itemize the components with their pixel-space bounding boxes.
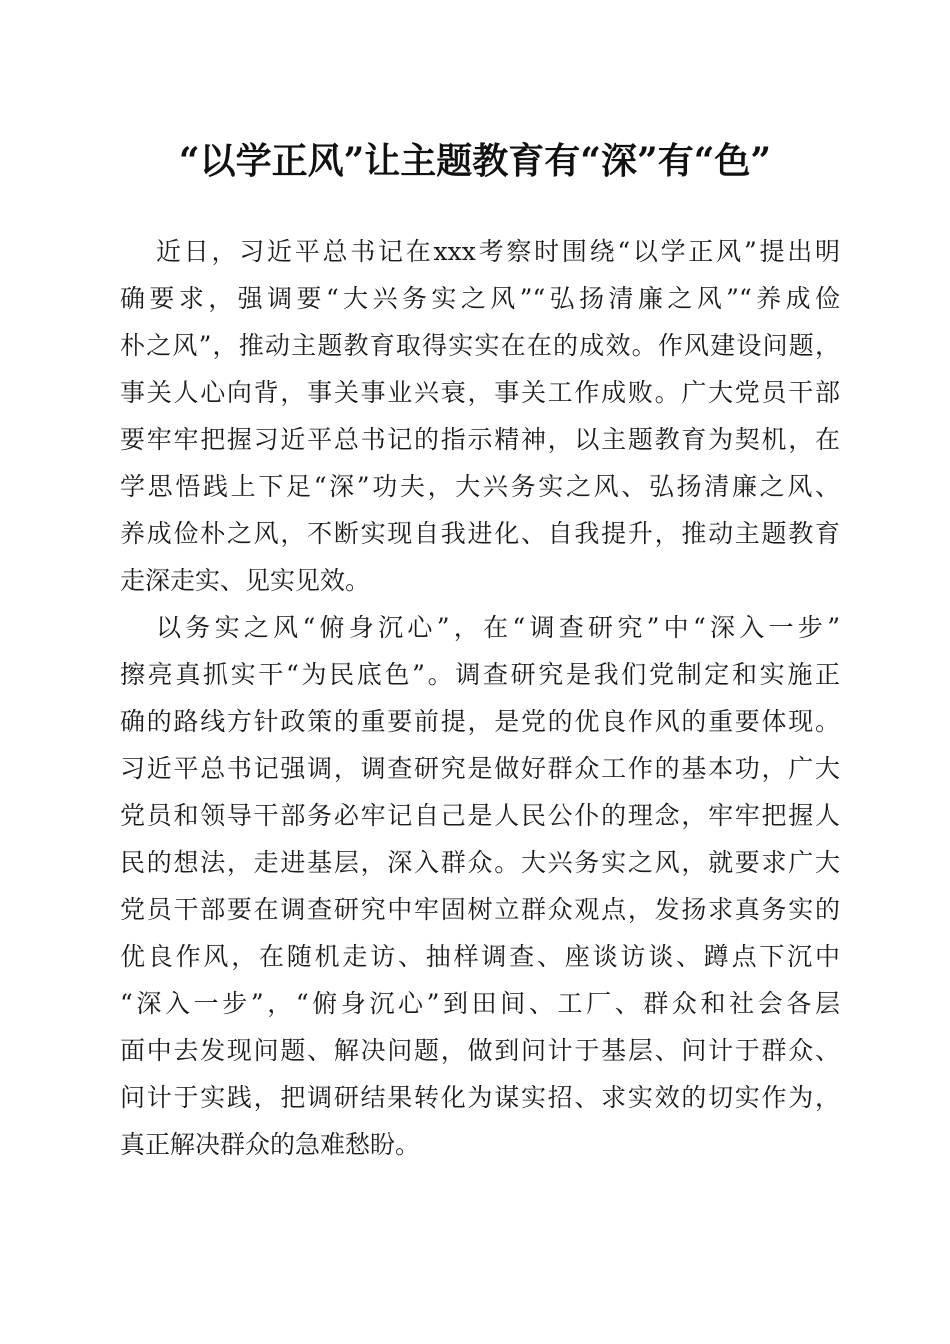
paragraph-2 [120,604,840,1168]
text-line: 真正解决群众的急难愁盼。 [120,1130,421,1159]
text-line: 问计于实践，把调研结果转化为谋实招、求实效的切实作为， [120,1083,840,1112]
text-line: 党员和领导干部务必牢记自己是人民公仆的理念，牢牢把握人 [120,801,840,830]
paragraph-1 [120,228,840,604]
text-line: 确的路线方针政策的重要前提，是党的优良作风的重要体现。 [120,707,840,736]
document-title: “以学正风”让主题教育有“深”有“色” [178,140,772,182]
text-line: 习近平总书记强调，调查研究是做好群众工作的基本功，广大 [120,754,840,783]
text-line: 面中去发现问题、解决问题，做到问计于基层、问计于群众、 [120,1036,840,1065]
text-line: 近日，习近平总书记在xxx考察时围绕“以学正风”提出明 [156,237,840,266]
text-line: 学思悟践上下足“深”功夫，大兴务实之风、弘扬清廉之风、 [120,472,840,501]
text-line: 走深走实、见实见效。 [120,566,371,595]
text-line: 优良作风，在随机走访、抽样调查、座谈访谈、蹲点下沉中 [120,942,840,971]
text-line: 党员干部要在调查研究中牢固树立群众观点，发扬求真务实的 [120,895,840,924]
text-line: 事关人心向背，事关事业兴衰，事关工作成败。广大党员干部 [120,378,840,407]
text-line: 民的想法，走进基层，深入群众。大兴务实之风，就要求广大 [120,848,840,877]
text-line: 以务实之风“俯身沉心”，在“调查研究”中“深入一步” [156,613,840,642]
document-body [120,228,840,1168]
text-line: 朴之风”，推动主题教育取得实实在在的成效。作风建设问题， [120,331,840,360]
text-line: 确要求，强调要“大兴务实之风”“弘扬清廉之风”“养成俭 [120,284,840,313]
text-line: 要牢牢把握习近平总书记的指示精神，以主题教育为契机，在 [120,425,840,454]
text-line: “深入一步”，“俯身沉心”到田间、工厂、群众和社会各层 [120,989,840,1018]
text-line: 养成俭朴之风，不断实现自我进化、自我提升，推动主题教育 [120,519,840,548]
text-line: 擦亮真抓实干“为民底色”。调查研究是我们党制定和实施正 [120,660,840,689]
